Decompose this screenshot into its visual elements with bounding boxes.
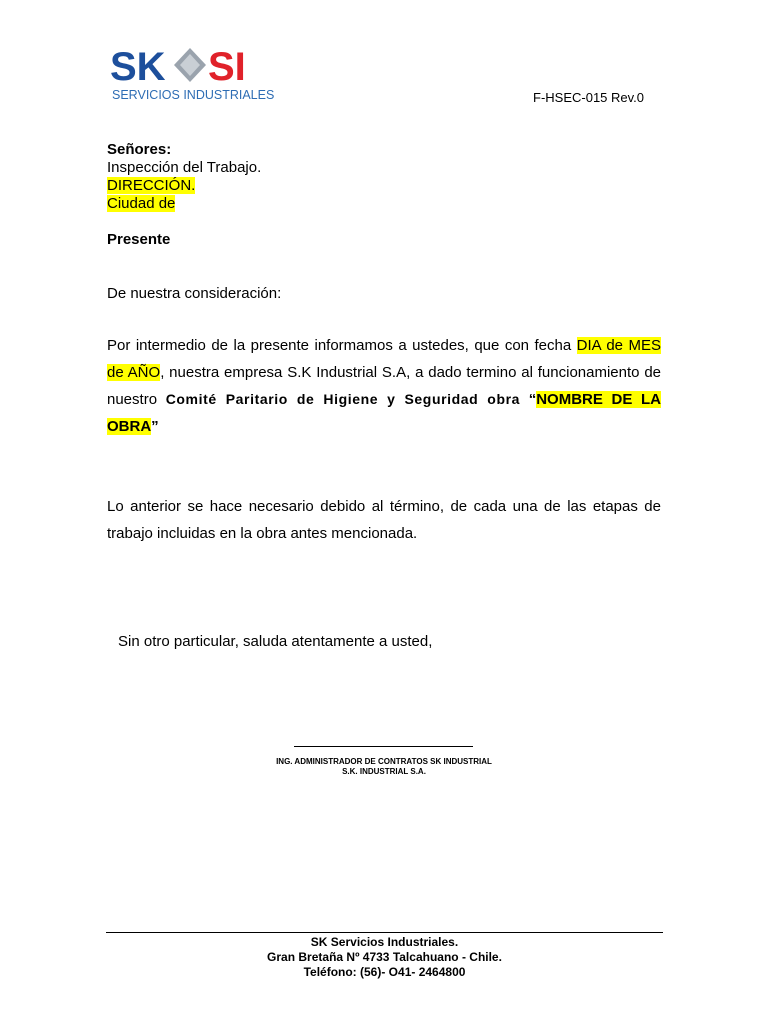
logo-text-si: SI	[208, 45, 246, 86]
logo-subtitle: SERVICIOS INDUSTRIALES	[112, 88, 275, 102]
signature-line	[294, 746, 473, 747]
presente-label: Presente	[107, 231, 171, 248]
signature-title: ING. ADMINISTRADOR DE CONTRATOS SK INDUSTRIAL	[276, 757, 492, 766]
recipient-line-3: Ciudad de	[107, 195, 176, 212]
greeting: De nuestra consideración:	[107, 285, 282, 302]
closing-line: Sin otro particular, saluda atentamente a usted,	[118, 633, 433, 650]
p1-open-quote: “	[520, 391, 537, 408]
body-paragraph-1	[107, 333, 661, 440]
salutation: Señores:	[107, 141, 172, 158]
p1-text-b: , nuestra empresa S.K Industrial S.A, a dado termino al funcionamiento de nuestro	[107, 363, 662, 408]
form-code: F-HSEC-015 Rev.0	[533, 90, 645, 105]
company-logo	[110, 44, 275, 106]
footer-divider	[106, 932, 663, 933]
p1-date: DIA de MES de AÑO	[107, 337, 661, 381]
p1-committee: Comité Paritario de Higiene y Seguridad obra	[165, 391, 521, 407]
recipient-line-2: DIRECCIÓN.	[107, 177, 196, 194]
footer-phone: Teléfono: (56)- O41- 2464800	[303, 965, 466, 979]
p1-text-a: Por intermedio de la presente informamos a ustedes, que con fecha	[107, 337, 577, 354]
signature-company: S.K. INDUSTRIAL S.A.	[342, 767, 426, 776]
footer-address: Gran Bretaña Nº 4733 Talcahuano - Chile.	[267, 950, 502, 964]
logo-text-sk: SK	[110, 45, 166, 86]
recipient-line-1: Inspección del Trabajo.	[107, 159, 262, 176]
footer-company: SK Servicios Industriales.	[310, 935, 459, 949]
p1-work-name: NOMBRE DE LA OBRA	[107, 391, 661, 435]
p1-close-quote: ”	[151, 417, 159, 435]
body-paragraph-2: Lo anterior se hace necesario debido al término, de cada una de las etapas de trabajo incluidas en la obra antes mencionada.	[107, 498, 661, 542]
logo-mark	[110, 44, 266, 86]
